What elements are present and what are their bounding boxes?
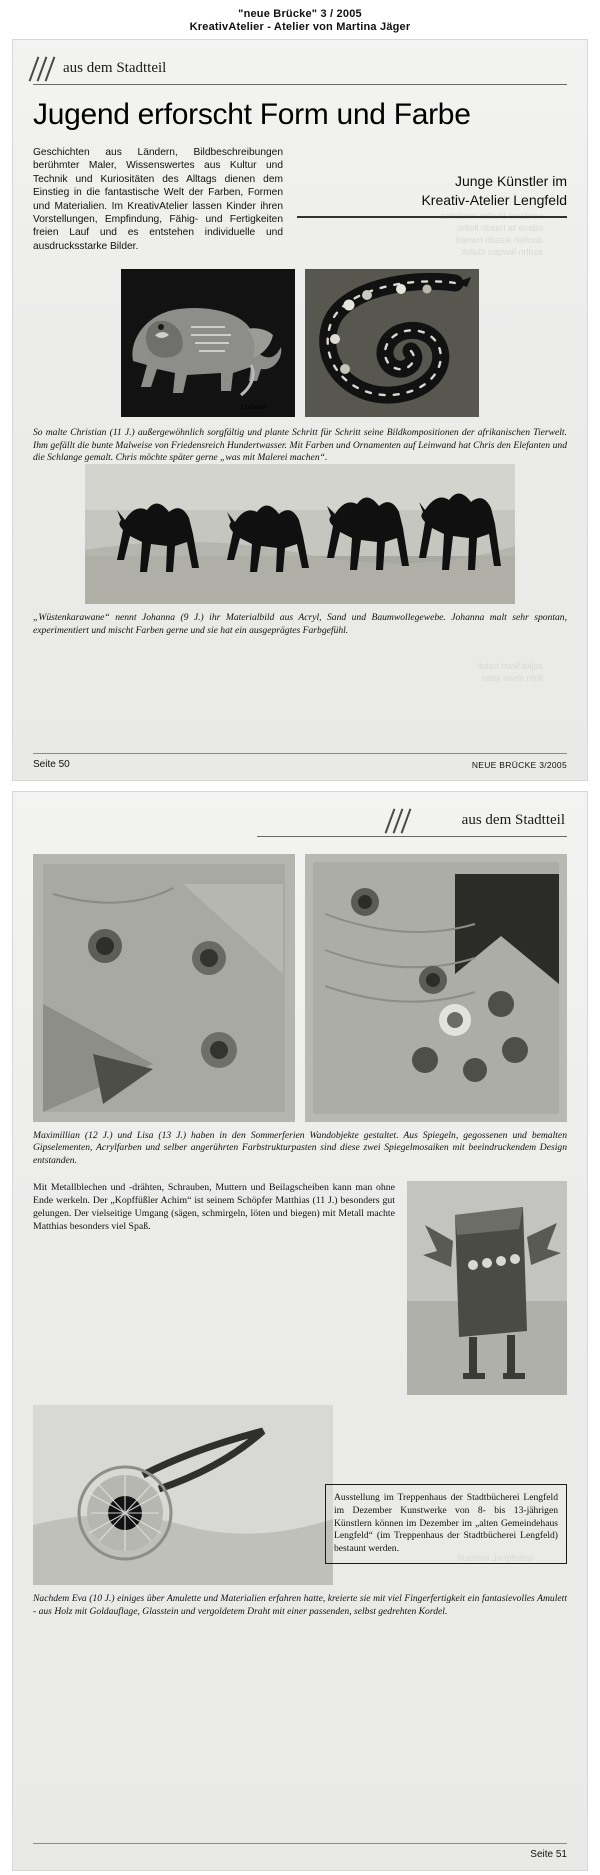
artwork-metal-figure (407, 1181, 567, 1395)
kicker-rule (257, 836, 567, 837)
footer-brand: NEUE BRÜCKE 3/2005 (471, 760, 567, 770)
show-through-text: nderie ta hasdn lkdhn doniteh lkasdn hwned asdhn lkwqen tdalsk (455, 223, 543, 257)
intro-section (33, 146, 567, 253)
document-header (0, 0, 600, 39)
section-kicker: aus dem Stadtteil (63, 60, 167, 76)
callout-line-2: Kreativ-Atelier Lengfeld (421, 192, 567, 208)
exhibition-notice: Ausstellung im Treppenhaus der Stadtbücherei Lengfeld im Dezember Kunstwerke von 8- bis 13-jährigen Künstlern können im Dezember im „alten Gemeindehaus Lengfeld“ (im Treppenhaus der Stadtbücherei Lengfeld) bestaunt werden. (325, 1484, 567, 1564)
page-number: Seite 50 (33, 759, 70, 770)
magazine-page-50 (12, 39, 588, 781)
publication-subtitle: KreativAtelier - Atelier von Martina Jäger (189, 21, 411, 33)
metal-text: Mit Metallblechen und -drähten, Schrauben, Muttern und Beilagscheiben kann man ohne Ende werkeln. Der „Kopffüßler Achim“ ist seinem Schöpfer Matthias (11 J.) besonders gut gelungen. Der vielseitige Umgang (sägen, schmirgeln, löten und biegen) mit Metall machte Matthias besonders viel Spaß. (33, 1182, 395, 1233)
publication-title: "neue Brücke" 3 / 2005 (238, 8, 362, 20)
caption-mosaics: Maximillian (12 J.) und Lisa (13 J.) haben in den Sommerferien Wandobjekte gestaltet. Aus Spiegeln, gegossenen und bemalten Gipselementen, Acrylfarben und selber angerührten Farbstrukturpasten sind diese zwei Spiegelmosaiken mit beeindruckendem Design entstanden. (33, 1130, 567, 1166)
callout-line-1: Junge Künstler im (454, 173, 567, 189)
metal-section (33, 1181, 567, 1395)
caption-camels: „Wüstenkarawane“ nennt Johanna (9 J.) ihr Materialbild aus Acryl, Sand und Baumwollegewebe. Johanna malt sehr spontan, experimentiert und mischt Farben gerne und sie hat ein ausgeprägtes Farbgefühl. (33, 612, 567, 636)
section-kicker: aus dem Stadtteil (461, 812, 565, 828)
caption-amulet: Nachdem Eva (10 J.) einiges über Amulette und Materialien erfahren hatte, kreierte sie mit viel Fingerfertigkeit ein fantasievolles Amulett - aus Holz mit Goldauflage, Glasstein und vergoldetem Draht mit einer passenden, selbst gedrehten Kordel. (33, 1593, 567, 1617)
page-title: Jugend erforscht Form und Farbe (33, 98, 471, 131)
callout-rule (297, 216, 567, 218)
show-through-text: asjkd lkwn hasdi lkdn shwe ijdas (477, 661, 543, 683)
artwork-row-paintings (33, 269, 567, 417)
page-number-spacer (33, 1849, 36, 1860)
artwork-camel-caravan (85, 464, 515, 604)
intro-text: Geschichten aus Ländern, Bildbeschreibungen berühmter Maler, Wissenswertes aus Kultur und Technik und Kuriositäten des Alltags dienen dem Einstieg in die fantastische Welt der Farben, Formen und Materialien. Im KreativAtelier lassen Kinder ihren Vorstellungen, Empfindung, Fähig- und Fertigkeiten freien Lauf und es entstehen individuelle und ausdrucksstarke Bilder. (33, 147, 283, 252)
page-footer-50 (33, 759, 567, 770)
kicker-row (33, 54, 567, 88)
artwork-amulet (33, 1405, 333, 1585)
artwork-elephant (121, 269, 295, 417)
magazine-page-51 (12, 791, 588, 1871)
footer-rule (33, 753, 567, 754)
page-footer-51 (33, 1849, 567, 1860)
kicker-row-right (33, 806, 567, 840)
page-number: Seite 51 (530, 1849, 567, 1860)
callout-box (297, 172, 567, 218)
artwork-signature: Christian (241, 403, 267, 412)
caption-paintings: So malte Christian (11 J.) außergewöhnlich sorgfältig und plante Schritt für Schritt seine Bildkompositionen der afrikanischen Tierwelt. Ihm gefällt die bunte Malweise von Friedensreich Hundertwasser. Mit Farben und Ornamenten auf Leinwand hat Chris den Elefanten und die Schlange gemalt. Chris möchte später gerne „was mit Malerei machen“. (33, 427, 567, 464)
artwork-snake (305, 269, 479, 417)
footer-rule (33, 1843, 567, 1844)
artwork-mosaic-left (33, 854, 295, 1122)
kicker-rule (33, 84, 567, 85)
show-through-text: ledlefgneL ieretsuK (456, 1553, 533, 1563)
artwork-row-mosaics (33, 854, 567, 1122)
artwork-mosaic-right (305, 854, 567, 1122)
